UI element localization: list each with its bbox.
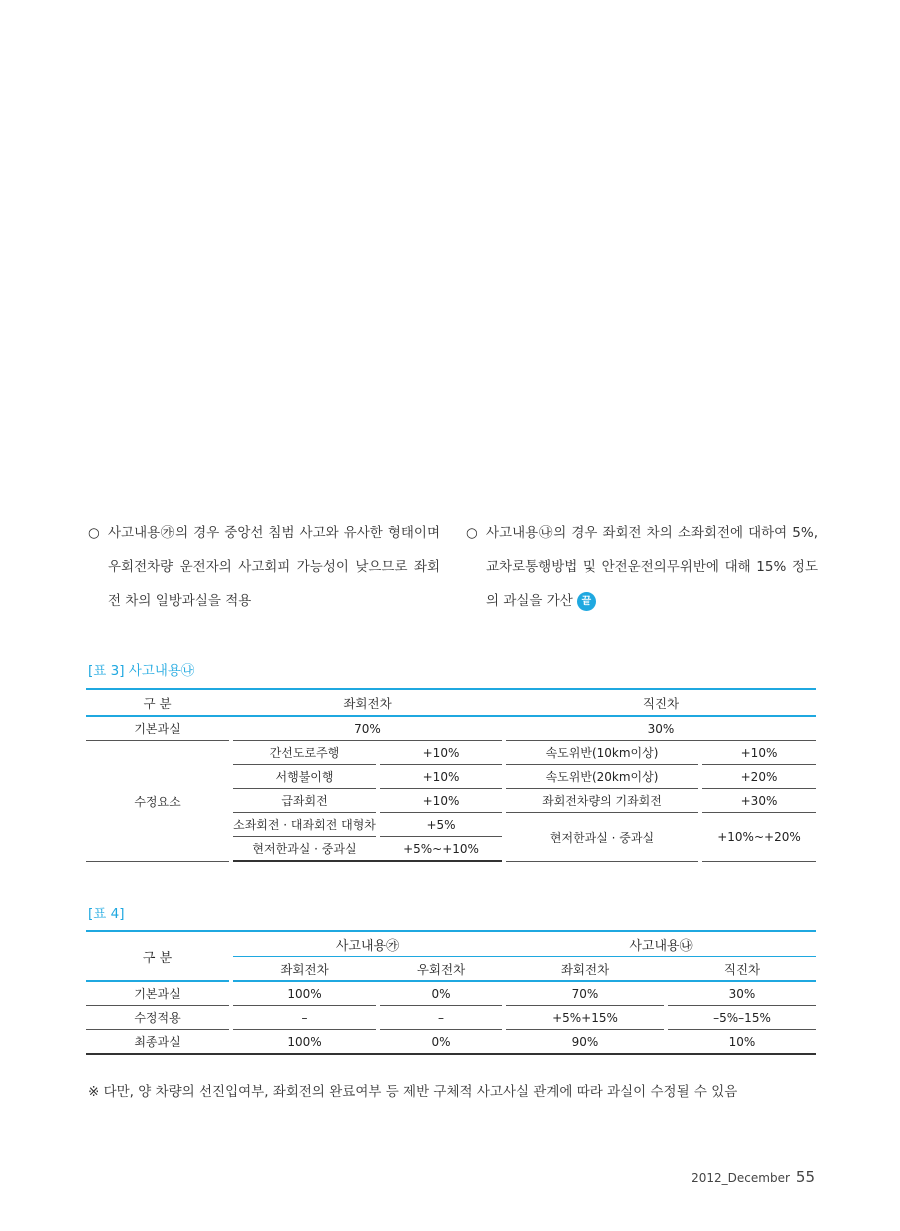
cell-label: 현저한과실 · 중과실: [233, 837, 376, 862]
subheader: 좌회전차: [233, 956, 376, 982]
table-row: [86, 741, 816, 765]
cell-value: +5%+15%: [506, 1006, 664, 1030]
header-left-turn: 좌회전차: [233, 688, 502, 717]
row-label: 기본과실: [86, 717, 229, 741]
header-category: 구 분: [86, 930, 229, 982]
page-number: 55: [795, 1168, 815, 1186]
cell-label: 현저한과실 · 중과실: [506, 813, 698, 862]
cell-label: 좌회전차량의 기좌회전: [506, 789, 698, 813]
bullet-right: [466, 516, 818, 618]
end-mark-icon: 끝: [577, 592, 596, 611]
bullet-left: [88, 516, 440, 618]
cell-value: 90%: [506, 1030, 664, 1055]
subheader: 직진차: [668, 956, 816, 982]
bullet-text-wrap: [486, 516, 818, 618]
bullet-mark: ○: [466, 525, 478, 541]
row-label: 기본과실: [86, 982, 229, 1006]
row-label: 수정요소: [86, 741, 229, 862]
bullet-text: 사고내용㉯의 경우 좌회전 차의 소좌회전에 대하여 5%, 교차로통행방법 및 안전운전의무위반에 대해 15% 정도의 과실을 가산: [486, 525, 818, 609]
cell-value: +20%: [702, 765, 816, 789]
cell-label: 속도위반(20km이상): [506, 765, 698, 789]
cell-value: +10%: [380, 765, 502, 789]
header-group-na: 사고내용㉯: [506, 930, 816, 956]
row-label: 수정적용: [86, 1006, 229, 1030]
cell-label: 급좌회전: [233, 789, 376, 813]
cell-value: 100%: [233, 982, 376, 1006]
cell-value: 70%: [506, 982, 664, 1006]
header-group-ga: 사고내용㉮: [233, 930, 502, 956]
footnote: ※ 다만, 양 차량의 선진입여부, 좌회전의 완료여부 등 제반 구체적 사고사실 관계에 따라 과실이 수정될 수 있음: [88, 1084, 738, 1100]
cell-label: 속도위반(10km이상): [506, 741, 698, 765]
bullet-section: [88, 516, 818, 618]
table-row: [86, 1030, 816, 1055]
page-footer: [691, 1168, 815, 1186]
cell-value: –: [380, 1006, 502, 1030]
row-label: 최종과실: [86, 1030, 229, 1055]
table3-title: [표 3] 사고내용㉯: [88, 663, 195, 679]
cell-value: 30%: [668, 982, 816, 1006]
cell-value: +30%: [702, 789, 816, 813]
bullet-mark: ○: [88, 525, 100, 541]
cell-value: 70%: [233, 717, 502, 741]
cell-value: +10%: [380, 741, 502, 765]
issue-label: 2012_December: [691, 1171, 790, 1185]
header-category: 구 분: [86, 688, 229, 717]
cell-value: 0%: [380, 982, 502, 1006]
cell-label: 소좌회전 · 대좌회전 대형차: [233, 813, 376, 837]
cell-value: +10%: [380, 789, 502, 813]
cell-value: 0%: [380, 1030, 502, 1055]
cell-label: 간선도로주행: [233, 741, 376, 765]
table4: [86, 930, 816, 1055]
cell-value: +10%: [702, 741, 816, 765]
bullet-text: 사고내용㉮의 경우 중앙선 침범 사고와 유사한 형태이며 우회전차량 운전자의 사고회피 가능성이 낮으므로 좌회전 차의 일방과실을 적용: [108, 525, 440, 609]
table4-title: [표 4]: [88, 906, 125, 922]
cell-value: +5%~+10%: [380, 837, 502, 862]
table3: [86, 688, 816, 862]
cell-value: +5%: [380, 813, 502, 837]
cell-label: 서행불이행: [233, 765, 376, 789]
header-straight: 직진차: [506, 688, 816, 717]
cell-value: 30%: [506, 717, 816, 741]
subheader: 좌회전차: [506, 956, 664, 982]
subheader: 우회전차: [380, 956, 502, 982]
cell-value: 10%: [668, 1030, 816, 1055]
cell-value: –: [233, 1006, 376, 1030]
table-row: [86, 717, 816, 741]
cell-value: 100%: [233, 1030, 376, 1055]
table-row: [86, 1006, 816, 1030]
table-row: [86, 982, 816, 1006]
cell-value: –5%–15%: [668, 1006, 816, 1030]
cell-value: +10%~+20%: [702, 813, 816, 862]
